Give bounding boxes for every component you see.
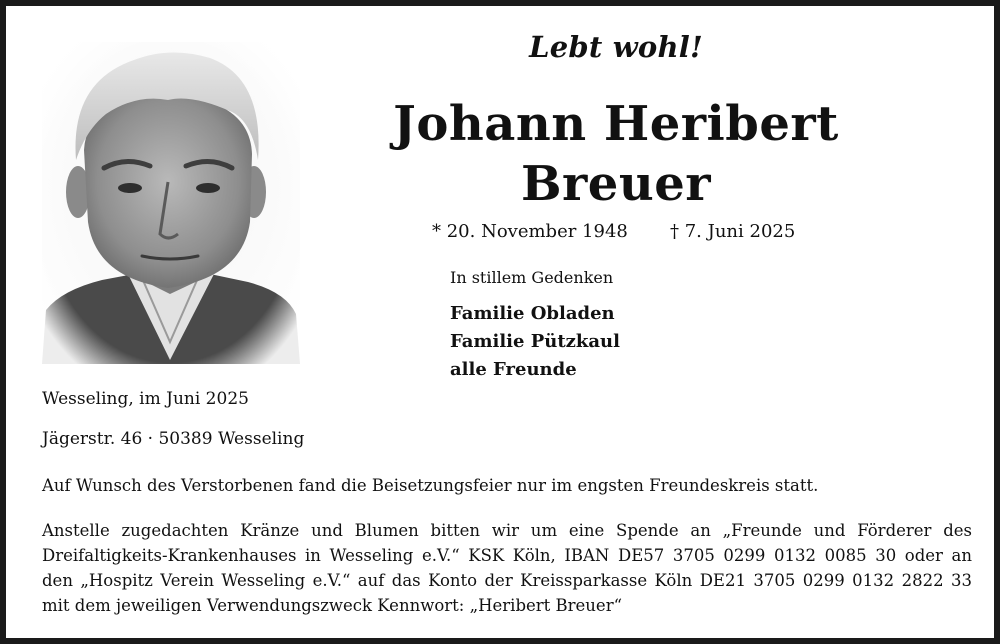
location-date: Wesseling, im Juni 2025: [42, 389, 249, 409]
address: Jägerstr. 46 · 50389 Wesseling: [42, 429, 305, 449]
donation-line: Dreifaltigkeits-Krankenhauses in Wesseling e.V.“ KSK Köln, IBAN DE57 3705 0299 0132 0085 30 oder an: [42, 546, 972, 565]
mourner-list: [450, 300, 620, 384]
donation-line: den „Hospitz Verein Wesseling e.V.“ auf das Konto der Kreissparkasse Köln DE21 3705 0299 0132 2822 33: [42, 571, 972, 590]
funeral-notice: Auf Wunsch des Verstorbenen fand die Beisetzungsfeier nur im engsten Freundeskreis statt.: [42, 476, 819, 495]
donation-line: mit dem jeweiligen Verwendungszweck Kennwort: „Heribert Breuer“: [42, 596, 623, 615]
deceased-name: [386, 94, 846, 214]
donation-line: Anstelle zugedachten Kränze und Blumen bitten wir um eine Spende an „Freunde und Förderer des: [42, 521, 972, 540]
mourner-item: Familie Obladen: [450, 303, 615, 324]
mourner-item: Familie Pützkaul: [450, 331, 620, 352]
portrait-photo: [42, 42, 300, 364]
portrait-image: [42, 42, 300, 364]
donation-request: [42, 518, 972, 618]
mourner-item: alle Freunde: [450, 359, 577, 380]
birth-date: * 20. November 1948: [432, 221, 628, 242]
name-first-line: Johann Heribert: [393, 96, 839, 152]
death-date: † 7. Juni 2025: [670, 221, 796, 242]
memory-intro: In stillem Gedenken: [450, 268, 614, 287]
motto-heading: Lebt wohl!: [529, 30, 703, 64]
name-last-line: Breuer: [520, 156, 712, 212]
